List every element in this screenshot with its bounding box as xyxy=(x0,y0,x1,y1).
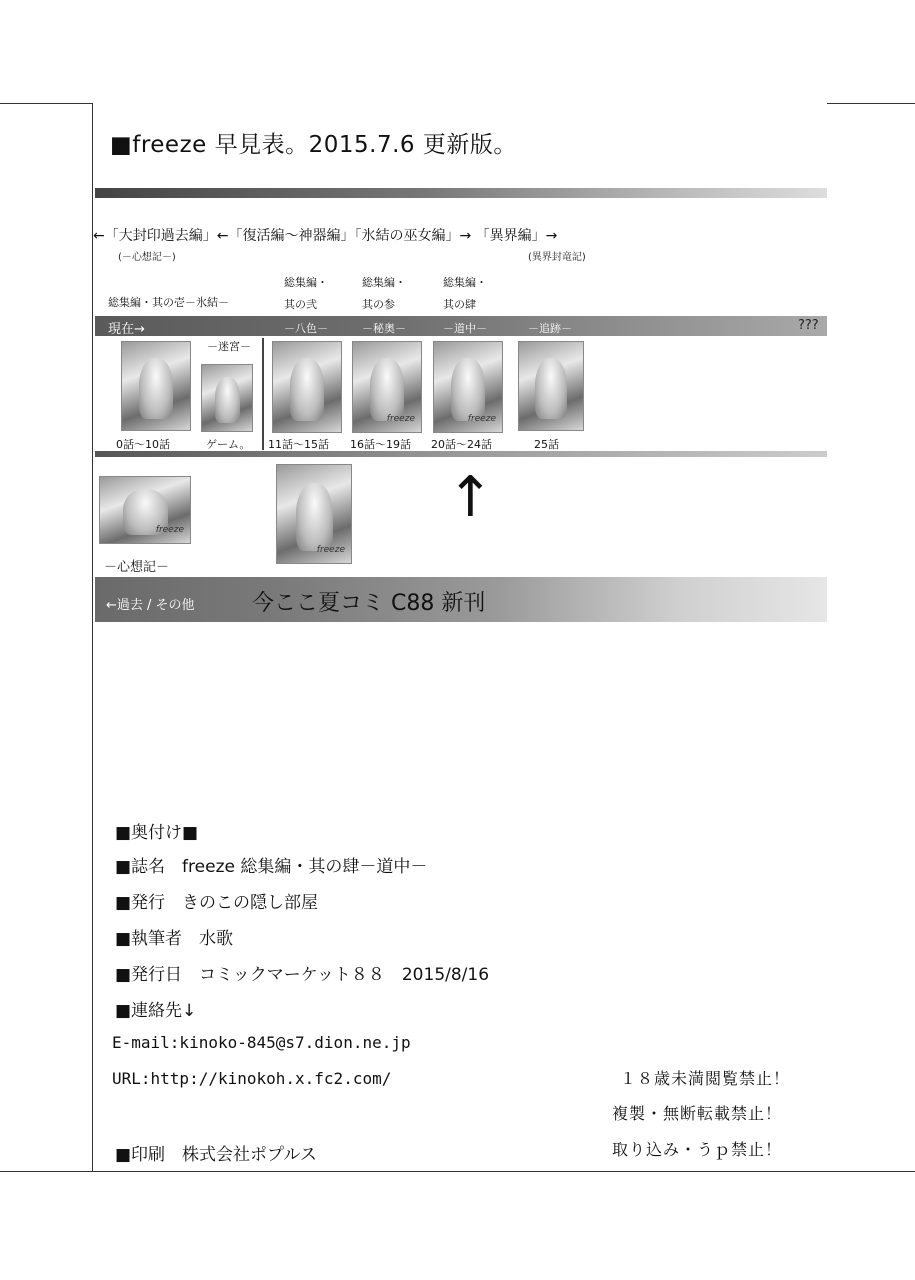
cover-vol4-douchuu xyxy=(433,341,503,433)
arc-sub-right: (異界封竜記) xyxy=(528,252,586,263)
episode-range-3: 16話～19話 xyxy=(350,438,411,451)
shinsoki-label: －心想記－ xyxy=(104,560,170,575)
cover-vol1-hyouketsu xyxy=(121,341,191,431)
bottom-rule xyxy=(0,1171,915,1172)
volume-label-2-top: 総集編・ xyxy=(284,276,328,289)
band-label-douchuu: －道中－ xyxy=(443,322,487,335)
band-label-tsuiseki: －追跡－ xyxy=(528,322,572,335)
cover-shinsoki xyxy=(99,476,191,544)
cover-game-meikyu xyxy=(201,364,253,432)
colophon-url: URL:http://kinokoh.x.fc2.com/ xyxy=(112,1069,392,1088)
cover-vol2-hasshoku xyxy=(272,341,342,433)
cover-logo: freeze xyxy=(316,545,345,555)
colophon-printer: ■印刷 株式会社ポプルス xyxy=(115,1145,317,1165)
top-rule-left xyxy=(0,103,92,104)
episode-range-1: 0話～10話 xyxy=(116,438,170,451)
left-vertical-rule xyxy=(92,103,93,1171)
warning-age: １８歳未満閲覧禁止！ xyxy=(620,1069,791,1088)
top-rule-right xyxy=(827,103,915,104)
colophon-author: ■執筆者 水歌 xyxy=(115,929,234,949)
band-label-hiou: －秘奥－ xyxy=(362,322,406,335)
arc-sub-left: (－心想記－) xyxy=(118,252,176,263)
colophon-contact: ■連絡先↓ xyxy=(115,1001,197,1021)
page-title: ■freeze 早見表。2015.7.6 更新版。 xyxy=(110,132,517,158)
past-other-label: ←過去 / その他 xyxy=(106,598,195,613)
volume-label-4-bottom: 其の肆 xyxy=(443,298,476,311)
timeline-bottom-bar xyxy=(95,451,827,457)
unknown-future: ??? xyxy=(798,318,819,333)
cover-vol3-hiou xyxy=(352,341,422,433)
title-gradient-bar xyxy=(95,188,827,198)
colophon-email: E-mail:kinoko-845@s7.dion.ne.jp xyxy=(112,1033,411,1052)
arc-timeline: ←「大封印過去編」←「復活編～神器編」「氷結の巫女編」→ 「異界編」→ xyxy=(93,228,558,244)
cover-new-c88 xyxy=(276,464,352,564)
colophon-publisher: ■発行 きのこの隠し部屋 xyxy=(115,893,319,913)
volume-label-2-bottom: 其の弐 xyxy=(284,298,317,311)
volume-label-1: 総集編・其の壱－氷結－ xyxy=(108,296,229,309)
cover-logo: freeze xyxy=(155,525,184,535)
cover-logo: freeze xyxy=(386,414,415,424)
cover-tsuiseki xyxy=(518,341,584,431)
divider-vertical xyxy=(262,338,264,450)
episode-range-4: 20話～24話 xyxy=(431,438,492,451)
colophon-heading: ■奥付け■ xyxy=(115,823,199,843)
cover-logo: freeze xyxy=(467,414,496,424)
volume-label-3-top: 総集編・ xyxy=(362,276,406,289)
volume-label-3-bottom: 其の参 xyxy=(362,298,395,311)
warning-copy: 複製・無断転載禁止！ xyxy=(612,1104,783,1123)
episode-range-game: ゲーム。 xyxy=(206,438,251,451)
now-here-label: 今ここ夏コミ C88 新刊 xyxy=(252,591,486,616)
volume-label-4-top: 総集編・ xyxy=(443,276,487,289)
up-arrow: ↑ xyxy=(447,465,494,530)
band-label-hasshoku: －八色－ xyxy=(284,322,328,335)
warning-scan: 取り込み・うｐ禁止！ xyxy=(612,1140,783,1159)
colophon-date: ■発行日 コミックマーケット８８ 2015/8/16 xyxy=(115,965,490,985)
episode-range-5: 25話 xyxy=(534,438,559,451)
episode-range-2: 11話～15話 xyxy=(268,438,329,451)
meikyu-label: －迷宮－ xyxy=(207,340,251,353)
colophon-title: ■誌名 freeze 総集編・其の肆－道中－ xyxy=(115,857,428,877)
now-marker: 現在→ xyxy=(108,322,145,337)
